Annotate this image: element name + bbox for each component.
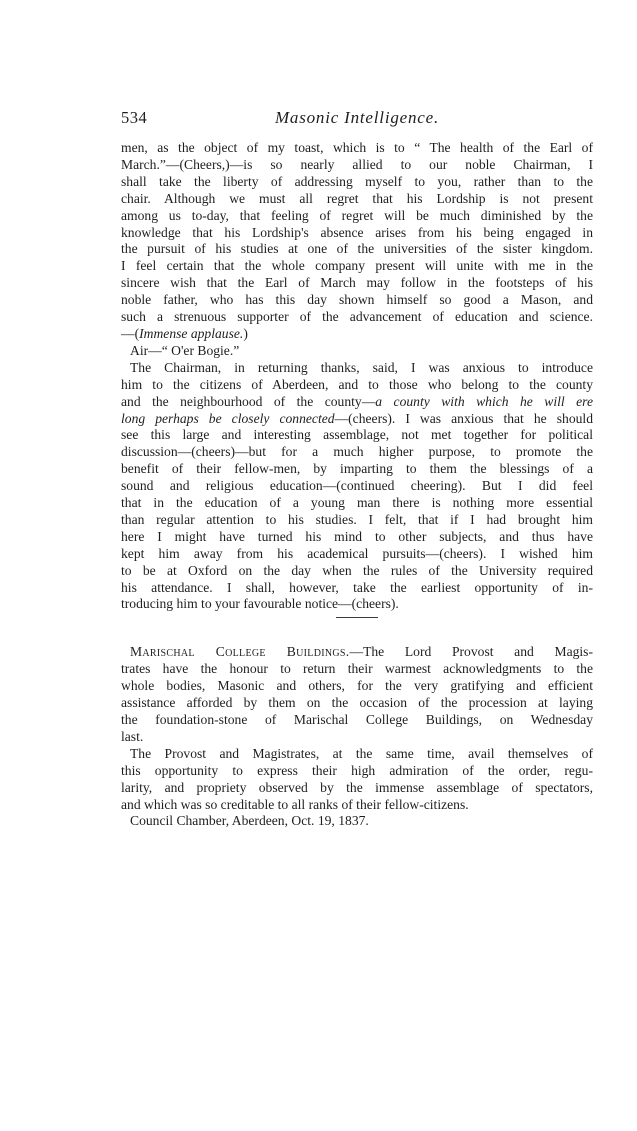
text-line	[121, 596, 593, 613]
text-run: to be at Oxford on the day when the rules of the University required	[121, 562, 593, 578]
text-line	[121, 208, 593, 225]
text-line	[121, 343, 593, 360]
text-run: assistance afforded by them on the occasion of the procession at laying	[121, 695, 593, 711]
text-line	[121, 746, 593, 763]
text-run: whole bodies, Masonic and others, for the very gratifying and efficient	[121, 678, 593, 694]
text-run: Council Chamber, Aberdeen, Oct. 19, 1837.	[130, 813, 369, 829]
text-run: troducing him to your favourable notice—(cheers).	[121, 596, 399, 612]
text-run: and the neighbourhood of the county—	[121, 393, 376, 409]
text-line	[121, 678, 593, 695]
text-run: sound and religious education—(continued cheering). But I did feel	[121, 478, 593, 494]
speech-section	[121, 140, 593, 613]
text-run: men, as the object of my toast, which is to “ The health of the Earl of	[121, 140, 593, 155]
text-line	[121, 546, 593, 563]
text-line	[121, 644, 593, 661]
text-run: benefit of their fellow-men, by imparting to them the blessings of a	[121, 461, 593, 477]
text-line	[121, 292, 593, 309]
text-run: —(cheers). I was anxious that he should	[334, 410, 593, 426]
text-line	[121, 563, 593, 580]
text-run: )	[243, 325, 248, 341]
text-line	[121, 258, 593, 275]
text-line	[121, 360, 593, 377]
text-line	[121, 444, 593, 461]
text-run: chair. Although we must all regret that his Lordship is not present	[121, 190, 593, 206]
text-line	[121, 411, 593, 428]
text-line	[121, 140, 593, 157]
text-run: —The Lord Provost and Magis-	[349, 644, 593, 660]
text-line	[121, 813, 593, 830]
italic-run: a county with which he will ere	[375, 393, 593, 409]
text-run: last.	[121, 728, 144, 744]
text-run: the foundation-stone of Marischal College Buildings, on Wednesday	[121, 712, 593, 727]
page-header	[121, 108, 593, 134]
text-run: that in the education of a young man there is nothing more essential	[121, 495, 593, 511]
text-line	[121, 174, 593, 191]
text-line	[121, 157, 593, 174]
text-run: and which was so creditable to all ranks of their fellow-citizens.	[121, 796, 469, 812]
text-line	[121, 661, 593, 678]
text-run: The Chairman, in returning thanks, said, I was anxious to introduce	[130, 359, 593, 375]
text-run: his attendance. I shall, however, take the earliest opportunity of in-	[121, 579, 593, 595]
text-line	[121, 309, 593, 326]
text-line	[121, 377, 593, 394]
text-line	[121, 241, 593, 258]
italic-run: Immense applause.	[139, 325, 244, 341]
text-line	[121, 275, 593, 292]
text-run: I feel certain that the whole company present will unite with me in the	[121, 258, 593, 274]
text-line	[121, 729, 593, 746]
text-line	[121, 580, 593, 597]
text-run: see this large and interesting assemblage, not met together for political	[121, 427, 593, 443]
text-line	[121, 529, 593, 546]
text-run: kept him away from his academical pursuits—(cheers). I wished him	[121, 545, 593, 561]
marischal-college-notice	[121, 644, 593, 830]
text-line	[121, 191, 593, 208]
text-line	[121, 712, 593, 729]
text-run: March.”—(Cheers,)—is so nearly allied to our noble Chairman, I	[121, 156, 593, 172]
text-line	[121, 495, 593, 512]
text-line	[121, 478, 593, 495]
text-run: The Provost and Magistrates, at the same time, avail themselves of	[130, 745, 593, 761]
text-line	[121, 461, 593, 478]
text-line	[121, 427, 593, 444]
text-run: than regular attention to his studies. I felt, that if I had brought him	[121, 511, 593, 527]
text-line	[121, 326, 593, 343]
text-run: Air—“ O'er Bogie.”	[130, 342, 240, 358]
text-run: him to the citizens of Aberdeen, and to those who belong to the county	[121, 376, 593, 392]
text-line	[121, 695, 593, 712]
text-run: knowledge that his Lordship's absence arises from his being engaged in	[121, 224, 593, 240]
text-run: larity, and propriety observed by the immense assemblage of spectators,	[121, 779, 593, 795]
page-number: 534	[121, 108, 148, 127]
text-line	[121, 512, 593, 529]
text-line	[121, 394, 593, 411]
italic-run: long perhaps be closely connected	[121, 410, 335, 426]
text-run: the pursuit of his studies at one of the universities of the sister kingdom.	[121, 241, 593, 257]
page-body	[121, 140, 593, 830]
text-run: this opportunity to express their high admiration of the order, regu-	[121, 762, 593, 778]
text-line	[121, 225, 593, 242]
text-run: here I might have turned his mind to other subjects, and thus have	[121, 528, 593, 544]
text-line	[121, 797, 593, 814]
running-title: Masonic Intelligence.	[274, 108, 440, 127]
text-line	[121, 780, 593, 797]
text-run: trates have the honour to return their warmest acknowledgments to the	[121, 661, 593, 677]
text-run: shall take the liberty of addressing myself to you, rather than to the	[121, 173, 593, 189]
text-run: among us to-day, that feeling of regret will be much diminished by the	[121, 207, 593, 223]
notice-heading: Marischal College Buildings.	[130, 644, 350, 660]
text-run: noble father, who has this day shown himself so good a Mason, and	[121, 292, 593, 308]
text-run: —(	[121, 325, 140, 341]
text-run: sincere wish that the Earl of March may follow in the footsteps of his	[121, 275, 593, 291]
text-line	[121, 763, 593, 780]
text-run: such a strenuous supporter of the advancement of education and science.	[121, 309, 593, 325]
text-run: discussion—(cheers)—but for a much higher purpose, to promote the	[121, 444, 593, 460]
